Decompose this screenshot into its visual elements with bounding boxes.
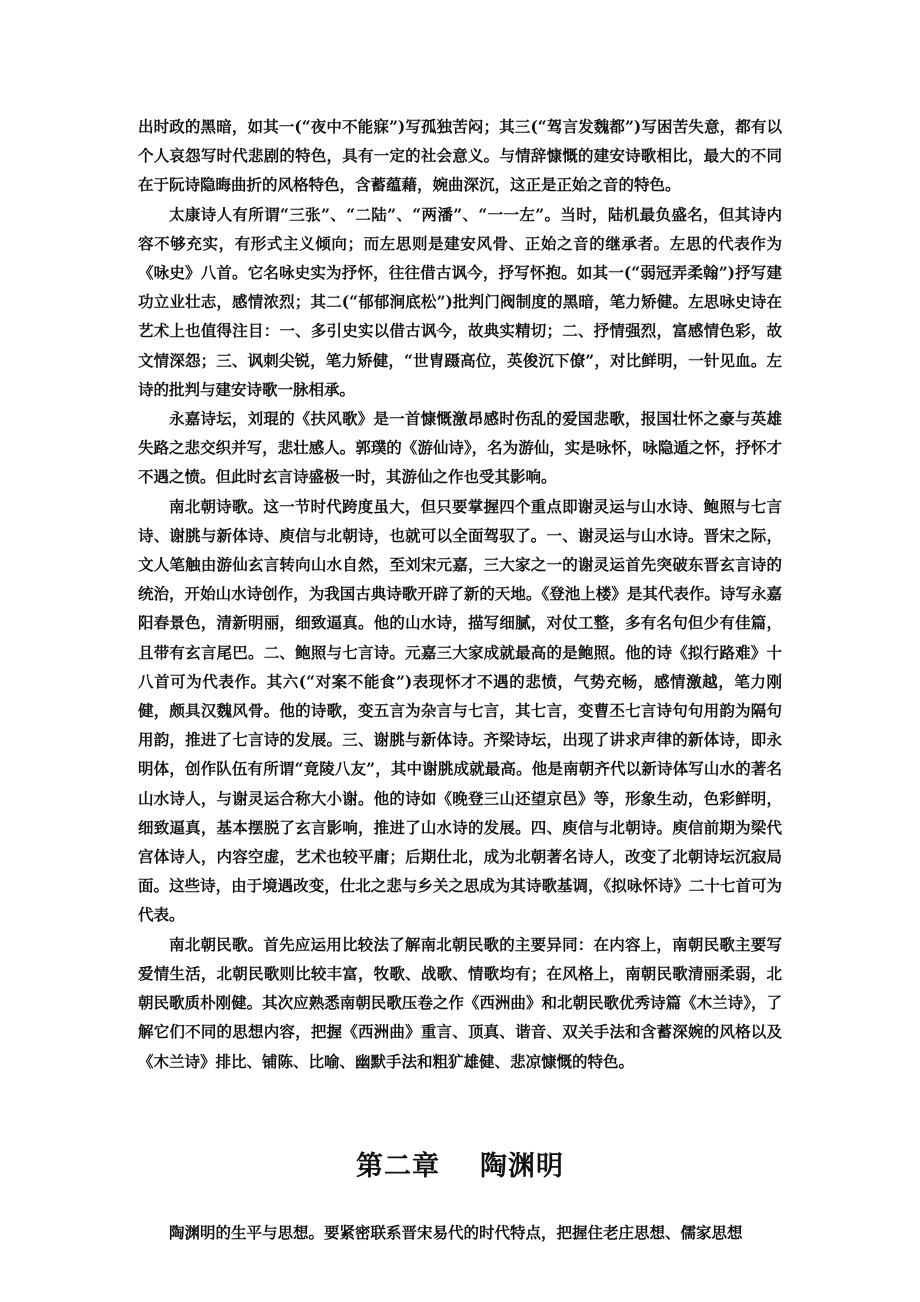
document-page [138, 112, 782, 1247]
paragraph-yongjia-poetry: 永嘉诗坛，刘琨的《扶风歌》是一首慷慨激昂感时伤乱的爱国悲歌，报国壮怀之豪与英雄失路之悲交织并写，悲壮感人。郭璞的《游仙诗》，名为游仙，实是咏怀，咏隐遁之怀，抒怀才不遇之愤。但此时玄言诗盛极一时，其游仙之作也受其影响。 [138, 409, 782, 487]
paragraph-ruan-ji: 出时政的黑暗，如其一(“夜中不能寐”)写孤独苦闷；其三(“驾言发魏都”)写困苦失意，都有以个人哀怨写时代悲剧的特色，具有一定的社会意义。与情辞慷慨的建安诗歌相比，最大的不同在于阮诗隐晦曲折的风格特色，含蓄蕴藉，婉曲深沉，这正是正始之音的特色。 [138, 117, 782, 195]
paragraph-folk-songs: 南北朝民歌。首先应运用比较法了解南北朝民歌的主要异同：在内容上，南朝民歌主要写爱情生活，北朝民歌则比较丰富，牧歌、战歌、情歌均有；在风格上，南朝民歌清丽柔弱，北朝民歌质朴刚健。其次应熟悉南朝民歌压卷之作《西洲曲》和北朝民歌优秀诗篇《木兰诗》，了解它们不同的思想内容，把握《西洲曲》重言、顶真、谐音、双关手法和含蓄深婉的风格以及《木兰诗》排比、铺陈、比喻、幽默手法和粗犷雄健、悲凉慷慨的特色。 [138, 934, 782, 1071]
chapter-heading [138, 1136, 782, 1198]
paragraph-taikang-poets: 太康诗人有所谓“三张”、“二陆”、“两潘”、“一一左”。当时，陆机最负盛名，但其诗内容不够充实，有形式主义倾向；而左思则是建安风骨、正始之音的继承者。左思的代表作为《咏史》八首。它名咏史实为抒怀，往往借古讽今，抒写怀抱。如其一(“弱冠弄柔翰”)抒写建功立业壮志，感情浓烈；其二(“郁郁涧底松”)批判门阀制度的黑暗，笔力矫健。左思咏史诗在艺术上也值得注目：一、多引史实以借古讽今，故典实精切；二、抒情强烈，富感情色彩，故文情深怨；三、讽刺尖锐，笔力矫健，“世胄蹑高位，英俊沉下僚”，对比鲜明，一针见血。左诗的批判与建安诗歌一脉相承。 [138, 204, 782, 399]
chapter-number: 第二章 [356, 1150, 440, 1182]
chapter-title: 陶渊明 [480, 1150, 564, 1182]
paragraph-southern-northern-poetry: 南北朝诗歌。这一节时代跨度虽大，但只要掌握四个重点即谢灵运与山水诗、鲍照与七言诗、谢朓与新体诗、庾信与北朝诗，也就可以全面驾驭了。一、谢灵运与山水诗。晋宋之际，文人笔触由游仙玄言转向山水自然，至刘宋元嘉，三大家之一的谢灵运首先突破东晋玄言诗的统治，开始山水诗创作，为我国古典诗歌开辟了新的天地。《登池上楼》是其代表作。诗写永嘉阳春景色，清新明丽，细致逼真。他的山水诗，描写细腻，对仗工整，多有名句但少有佳篇，且带有玄言尾巴。二、鲍照与七言诗。元嘉三大家成就最高的是鲍照。他的诗《拟行路难》十八首可为代表作。其六(“对案不能食”)表现怀才不遇的悲愤，气势充畅，感情激越，笔力刚健，颇具汉魏风骨。他的诗歌，变五言为杂言与七言，其七言，变曹丕七言诗句句用韵为隔句用韵，推进了七言诗的发展。三、谢朓与新体诗。齐梁诗坛，出现了讲求声律的新体诗，即永明体，创作队伍有所谓“竟陵八友”，其中谢朓成就最高。他是南朝齐代以新诗体写山水的著名山水诗人，与谢灵运合称大小谢。他的诗如《晚登三山还望京邑》等，形象生动，色彩鲜明，细致逼真，基本摆脱了玄言影响，推进了山水诗的发展。四、庾信与北朝诗。庾信前期为梁代宫体诗人，内容空虚，艺术也较平庸；后期仕北，成为北朝著名诗人，改变了北朝诗坛沉寂局面。这些诗，由于境遇改变，仕北之悲与乡关之思成为其诗歌基调，《拟咏怀诗》二十七首可为代表。 [138, 496, 782, 925]
paragraph-tao-yuanming-intro: 陶渊明的生平与思想。要紧密联系晋宋易代的时代特点，把握住老庄思想、儒家思想 [169, 1222, 743, 1242]
